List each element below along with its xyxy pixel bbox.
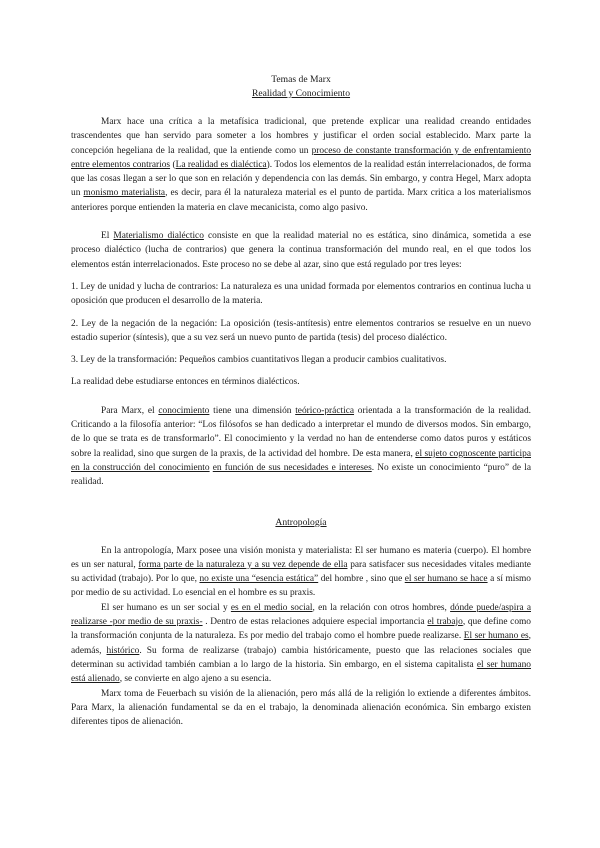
text-run: Marx hace una crítica a la metafísica tradicional, que pretende explicar una realidad creando entidades trascendentes que han servido para someter a los hombres y justificar el orden social establecido. Marx parte la concepción hegeliana de la realidad, que la entiende como un: [71, 117, 531, 156]
text-run: , que define como la transformación conjunta de la naturaleza. Es por medio del trabajo como el hombre puede realizarse.: [71, 617, 531, 642]
text-run: , se convierte en algo ajeno a su esencia.: [119, 674, 272, 685]
text-run: tiene una dimensión: [209, 405, 296, 416]
paragraph-conocimiento: [71, 404, 531, 490]
paragraph-antropologia: [71, 544, 531, 601]
underlined-phrase: monismo materialista: [83, 188, 166, 199]
text-run: para satisfacer sus necesidades vitales mediante su actividad (trabajo). Por lo que,: [71, 559, 531, 585]
document-content: [71, 73, 531, 729]
underlined-phrase: no existe una “esencia estática”: [199, 574, 319, 585]
dialectic-note: La realidad debe estudiarse entonces en términos dialécticos.: [71, 377, 300, 388]
document-title: Temas de Marx: [271, 74, 331, 85]
section-heading-antropologia: Antropología: [275, 516, 327, 528]
underlined-phrase: teórico-práctica: [295, 405, 355, 416]
underlined-phrase: es en el medio social: [230, 602, 313, 613]
spacer: [71, 272, 531, 280]
underlined-phrase: en función de sus necesidades e intereses: [212, 462, 372, 473]
underlined-phrase: el ser humano está alienado: [71, 659, 531, 685]
spacer: [71, 530, 531, 544]
text-run: consiste en que la realidad material no es estática, sino dinámica, sometida a ese proceso dialéctico (lucha de contrarios) que genera la continua transformación del mundo real, en el que todos los elementos están interrelacionados. Este proceso no se debe al azar, sino que está regulado por tres leyes:: [71, 231, 531, 270]
paragraph-realidad: [71, 115, 531, 215]
spacer: [71, 367, 531, 375]
text-run: , en la relación con otros hombres,: [312, 602, 451, 613]
text-run: En la antropología, Marx posee una visión monista y materialista: El ser humano es materia (cuerpo). El hombre es un ser natural,: [71, 545, 531, 570]
underlined-phrase: el ser humano se hace: [404, 574, 488, 585]
text-run: (: [170, 159, 176, 170]
text-run: del hombre , sino que: [318, 574, 405, 585]
underlined-phrase: conocimiento: [158, 405, 210, 416]
paragraph-materialismo: [71, 229, 531, 272]
underlined-phrase: forma parte de la naturaleza y a su vez depende de ella: [138, 559, 348, 570]
text-run: . Dentro de estas relaciones adquiere especial importancia: [202, 617, 428, 628]
text-run: El: [101, 231, 114, 242]
text-run: ). Todos los elementos de la realidad están interrelacionados, de forma que las cosas llegan a ser lo que son en relación y dependencia con las demás. Sin embargo, y contra Hegel, Marx adopta un: [71, 159, 532, 199]
spacer: [71, 215, 531, 229]
underlined-phrase: proceso de constante transformación y de enfrentamiento entre elementos contrarios: [71, 145, 532, 170]
text-run: El ser humano es un ser social y: [101, 602, 231, 613]
paragraph-ser-social: [71, 601, 531, 687]
underlined-phrase: histórico: [106, 645, 140, 656]
law-3: 3. Ley de la transformación: Pequeños cambios cuantitativos llegan a producir cambios cualitativos.: [71, 355, 447, 366]
text-run: a sí mismo por medio de su actividad. Lo esencial en el hombre es su praxis.: [71, 574, 531, 599]
spacer: [71, 345, 531, 353]
law-1: 1. Ley de unidad y lucha de contrarios: La naturaleza es una unidad formada por elementos contrarios en continua lucha u oposición que producen el desarrollo de la materia.: [71, 281, 531, 307]
spacer: [71, 101, 531, 115]
underlined-phrase: La realidad es dialéctica: [175, 159, 267, 170]
text-run: . Su forma de realizarse (trabajo) cambia históricamente, puesto que las relaciones sociales que determinan su actividad también cambian a lo largo de la historia. Sin embargo, en el sistema capitalista: [71, 645, 531, 670]
spacer: [71, 390, 531, 404]
text-run: . No existe un conocimiento “puro” de la realidad.: [71, 462, 531, 488]
document-subtitle: Realidad y Conocimiento: [251, 88, 351, 99]
paragraph-alienacion: Marx toma de Feuerbach su visión de la alienación, pero más allá de la religión lo extiende a diferentes ámbitos. Para Marx, la alienación fundamental se da en el trabajo, la denominada alienación económica. Sin embargo existen diferentes tipos de alienación.: [71, 688, 531, 728]
text-run: Para Marx, el: [101, 405, 159, 416]
text-run: orientada a la transformación de la realidad. Criticando a la filosofía anterior: “Los filósofos se han dedicado a interpretar el mundo de diversos modos. Sin embargo, de lo que se trata es de transformarlo”. El conocimiento y la verdad no han de entenderse como datos puros y estáticos sobre la realidad, sino que surgen de la praxis, de la actividad del hombre. De esta manera,: [71, 405, 531, 459]
spacer: [71, 309, 531, 317]
underlined-phrase: Materialismo dialéctico: [113, 231, 204, 242]
underlined-phrase: el trabajo: [427, 617, 463, 628]
spacer: [71, 490, 531, 516]
law-2: 2. Ley de la negación de la negación: La oposición (tesis-antítesis) entre elementos contrarios se resuelve en un nuevo estadio superior (síntesis), que a su vez será un nuevo punto de partida (tesis) del proceso dialéctico.: [71, 318, 531, 343]
underlined-phrase: el sujeto cognoscente participa en la construcción del conocimiento: [71, 448, 531, 473]
underlined-phrase: El ser humano es: [463, 631, 529, 642]
underlined-phrase: dónde puede/aspira a realizarse -por medio de su praxis-: [71, 602, 531, 628]
text-run: , además,: [71, 631, 532, 656]
text-run: , es decir, para él la naturaleza material es el punto de partida. Marx critica a los materialismos anteriores porque entienden la materia en clave mecanicista, como algo pasivo.: [71, 188, 531, 213]
